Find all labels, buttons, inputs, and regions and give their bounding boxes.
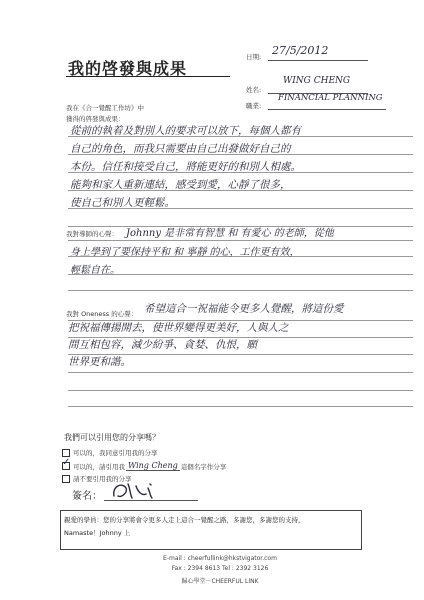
note-line-2: Namaste！Johnny 上 xyxy=(64,529,131,537)
note-line-1: 親愛的學員：您的分享將會令更多人走上這合一覺醒之路，多謝您，多謝您的支持， xyxy=(64,516,305,524)
share-option-2-prefix: 可以的，請引用我 xyxy=(73,462,125,471)
ruled-line xyxy=(68,240,413,241)
ruled-line xyxy=(68,406,413,407)
inspiration-line: 自己的角色，而我只需要由自己出發做好自己的 xyxy=(70,143,291,155)
share-option-3-checkbox[interactable] xyxy=(62,475,70,483)
date-field-line xyxy=(268,60,368,61)
ruled-line xyxy=(68,390,413,391)
footer-phone: Fax : 2394 8613 Tel : 2392 3126 xyxy=(171,565,269,572)
johnny-line: Johnny 是非常有智慧 和 有愛心 的老師，從他 xyxy=(126,228,334,239)
share-option-3-label: 請不要引用我的分享 xyxy=(73,475,132,483)
johnny-line: 輕鬆自在。 xyxy=(70,265,120,276)
inspiration-line: 能夠和家人重新連結，感受到愛，心靜了很多， xyxy=(70,179,291,191)
job-label: 職業: xyxy=(246,102,262,110)
signature-line xyxy=(104,500,198,501)
title-underline xyxy=(66,76,230,77)
date-value: 27/5/2012 xyxy=(272,44,329,57)
page-title: 我的啓發與成果 xyxy=(68,59,188,78)
job-value: FINANCIAL PLANNING xyxy=(278,93,383,103)
name-value: WING CHENG xyxy=(283,76,351,86)
share-option-2-suffix: 這個名字作分享 xyxy=(180,462,227,471)
oneness-line: 把祝福傳揚開去，使世界變得更美好，人與人之 xyxy=(68,322,289,334)
workshop-intro: 我在《合一覺醒工作坊》中 xyxy=(66,104,144,112)
inspiration-label: 獲得的啓發與成果： xyxy=(66,115,125,123)
signature-label: 簽名： xyxy=(72,491,102,502)
ruled-line xyxy=(68,372,413,373)
ruled-line xyxy=(68,290,413,291)
share-option-2-checkbox[interactable] xyxy=(62,457,71,470)
share-option-1-checkbox[interactable] xyxy=(62,449,70,457)
share-option-1[interactable] xyxy=(62,448,158,457)
share-option-2[interactable] xyxy=(62,457,227,471)
check-mark-icon: ✓ xyxy=(62,457,71,468)
inspiration-line: 本份。信任和接受自己，將能更好的和別人相處。 xyxy=(70,161,301,173)
oneness-line: 希望這合一祝福能令更多人覺醒，將這份愛 xyxy=(144,303,344,315)
job-field-line xyxy=(268,109,386,110)
inspiration-line: 使自己和別人更輕鬆。 xyxy=(70,197,175,209)
date-label: 日期: xyxy=(246,53,262,61)
name-label: 姓名: xyxy=(246,86,262,94)
oneness-label: 我對 Oneness 的心聲： xyxy=(66,310,138,318)
oneness-line: 世界更和諧。 xyxy=(68,356,131,368)
footer-org: 歸心學堂－CHEERFUL LINK xyxy=(181,578,259,585)
johnny-line: 身上學到了要保持平和 和 寧靜 的心，工作更有效， xyxy=(70,247,300,258)
share-question: 我們可以引用您的分享嗎？ xyxy=(64,433,160,442)
footer-email: E-mail : cheerfullink@hkstvigator.com xyxy=(163,555,277,562)
share-option-2-name: Wing Cheng xyxy=(128,461,178,470)
share-option-1-label: 可以的，我同意引用我的分享 xyxy=(73,449,158,457)
johnny-label: 我對導師的心聲： xyxy=(66,230,118,238)
inspiration-line: 從前的執着及對別人的要求可以放下，每個人都有 xyxy=(70,125,301,137)
oneness-line: 間互相包容，減少紛爭、貪婪、仇恨，願 xyxy=(68,339,257,351)
